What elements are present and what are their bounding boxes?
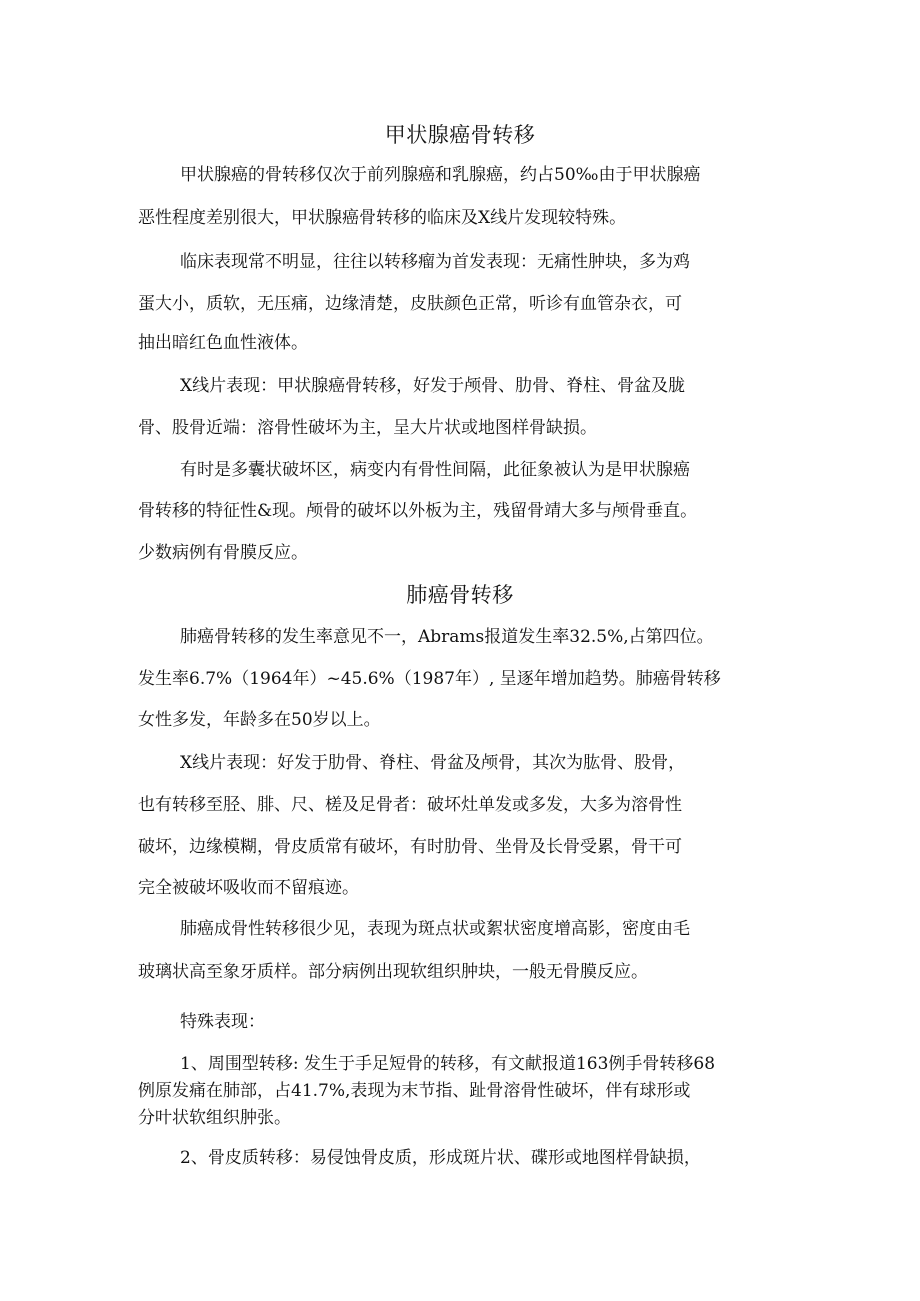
section-title-lung: 肺癌骨转移 xyxy=(406,583,514,607)
paragraph-line: 2、骨皮质转移：易侵蚀骨皮质，形成斑片状、碟形或地图样骨缺损， xyxy=(180,1148,701,1168)
paragraph-line: 分叶状软组织肿张。 xyxy=(138,1108,291,1128)
paragraph-line: 发生率6.7%（1964年）~45.6%（1987年）, 呈逐年增加趋势。肺癌骨转移 xyxy=(138,669,721,689)
paragraph-line: 肺癌骨转移的发生率意见不一，Abrams报道发生率32.5%,占第四位。 xyxy=(180,627,714,647)
paragraph-line: 骨转移的特征性&现。颅骨的破坏以外板为主，残留骨靖大多与颅骨垂直。 xyxy=(138,501,698,521)
paragraph-line: 少数病例有骨膜反应。 xyxy=(138,543,308,563)
paragraph-line: 蛋大小，质软，无压痛，边缘清楚，皮肤颜色正常，听诊有血管杂衣，可 xyxy=(138,294,682,314)
section-title-thyroid: 甲状腺癌骨转移 xyxy=(384,123,536,147)
paragraph-line: 玻璃状高至象牙质样。部分病例出现软组织肿块，一般无骨膜反应。 xyxy=(138,962,648,982)
paragraph-line: 恶性程度差别很大，甲状腺癌骨转移的临床及X线片发现较特殊。 xyxy=(138,208,627,228)
paragraph-line: 甲状腺癌的骨转移仅次于前列腺癌和乳腺癌，约占50‰由于甲状腺癌 xyxy=(180,165,701,185)
paragraph-line: 临床表现常不明显，往往以转移瘤为首发表现：无痛性肿块，多为鸡 xyxy=(180,252,690,272)
paragraph-line: 完全被破坏吸收而不留痕迹。 xyxy=(138,878,359,898)
paragraph-line: 破坏，边缘模糊，骨皮质常有破坏，有时肋骨、坐骨及长骨受累，骨干可 xyxy=(138,837,682,857)
paragraph-line: 也有转移至胫、腓、尺、槎及足骨者：破坏灶单发或多发，大多为溶骨性 xyxy=(138,795,682,815)
paragraph-line: X线片表现：甲状腺癌骨转移，好发于颅骨、肋骨、脊柱、骨盆及胧 xyxy=(180,376,686,396)
paragraph-line: 肺癌成骨性转移很少见，表现为斑点状或絮状密度增高影，密度由毛 xyxy=(180,919,690,939)
paragraph-line: 抽出暗红色血性液体。 xyxy=(138,333,308,353)
paragraph-line: 女性多发，年龄多在50岁以上。 xyxy=(138,710,381,730)
paragraph-line: 骨、股骨近端：溶骨性破坏为主，呈大片状或地图样骨缺损。 xyxy=(138,418,597,438)
paragraph-line: X线片表现：好发于肋骨、脊柱、骨盆及颅骨，其次为肱骨、股骨， xyxy=(180,753,686,773)
paragraph-line: 1、周围型转移: 发生于手足短骨的转移，有文献报道163例手骨转移68 xyxy=(180,1054,716,1074)
paragraph-line: 特殊表现： xyxy=(180,1012,265,1032)
paragraph-line: 例原发痛在肺部，占41.7%,表现为末节指、趾骨溶骨性破坏，伴有球形或 xyxy=(138,1081,691,1101)
paragraph-line: 有时是多囊状破坏区，病变内有骨性间隔，此征象被认为是甲状腺癌 xyxy=(180,460,690,480)
